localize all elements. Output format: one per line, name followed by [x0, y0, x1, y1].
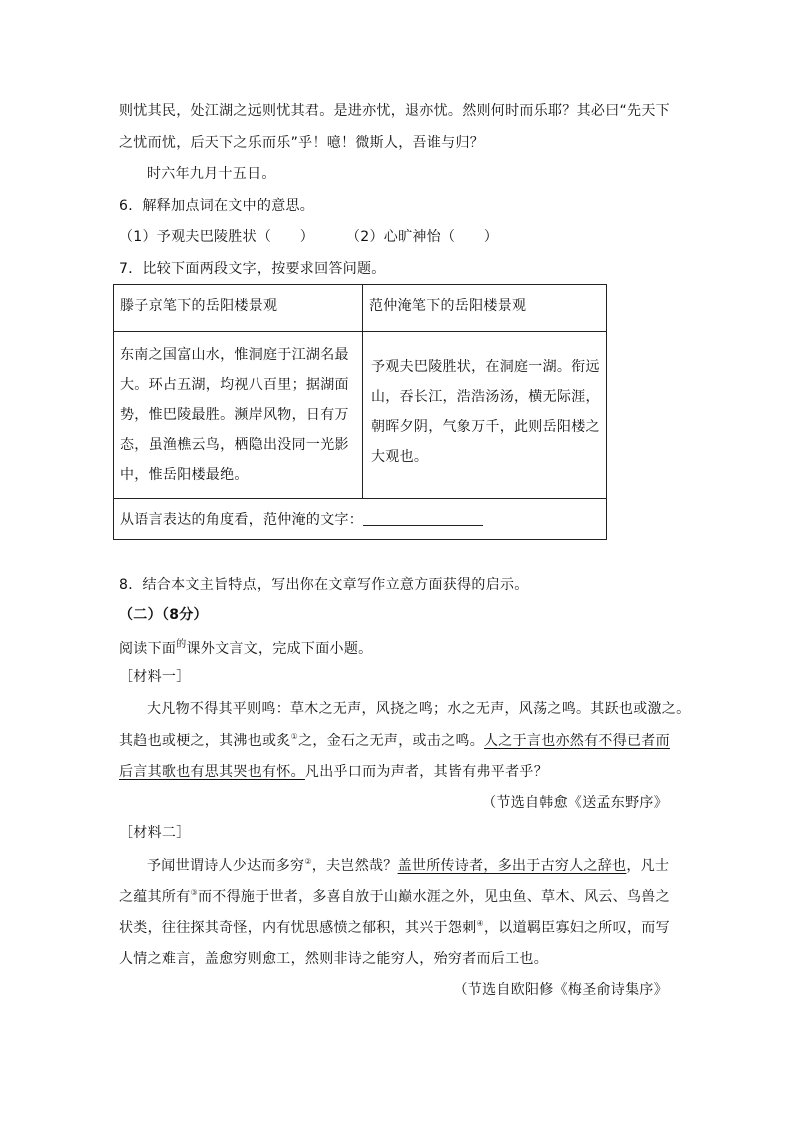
material-2-line-1 — [147, 856, 669, 876]
teng-line: 势，惟巴陵最胜。濒岸风物，日有万 — [120, 407, 349, 423]
m2-text: 予闻世谓诗人少达而多穷 — [147, 858, 305, 874]
question-8-title: 8．结合本文主旨特点，写出你在文章写作立意方面获得的启示。 — [119, 577, 529, 593]
material-1-source: （节选自韩愈《送孟东野序》 — [482, 795, 668, 811]
m2-text: 而不得施于世者，多喜自放于山巅水涯之外，见虫鱼、草木、风云、鸟兽之 — [197, 889, 670, 905]
material-1-line-1: 大凡物不得其平则鸣：草木之无声，风挠之鸣；水之无声，风荡之鸣。其跃也或激之。 — [147, 701, 691, 717]
m1-text: 其趋也或梗之，其沸也或炙 — [119, 733, 291, 749]
footnote-marker: ④ — [476, 919, 484, 928]
passage-line-2: 之忧而忧，后天下之乐而乐”乎！噫！微斯人，吾谁与归？ — [119, 135, 485, 151]
table-footer — [114, 499, 607, 540]
intro-text-a: 阅读下面 — [119, 641, 177, 657]
material-1-line-2 — [119, 731, 670, 751]
fan-line: 予观夫巴陵胜状，在洞庭一湖。衔远 — [371, 359, 600, 375]
m1-underlined-sentence: 人之于言也亦然有不得已者而 — [484, 733, 670, 749]
table-cell-teng-zijing — [114, 332, 363, 499]
material-2-line-3 — [119, 918, 670, 938]
teng-line: 态，虽渔樵云鸟，栖隐出没同一光影 — [120, 437, 349, 453]
table-header-right: 范仲淹笔下的岳阳楼景观 — [363, 285, 607, 332]
question-7-title: 7．比较下面两段文字，按要求回答问题。 — [119, 261, 386, 277]
table-header-left: 滕子京笔下的岳阳楼景观 — [114, 285, 363, 332]
m1-text: 凡出乎口而为声者，其皆有弗平者乎？ — [304, 764, 549, 780]
footnote-marker: ① — [290, 732, 299, 741]
m1-underlined-sentence: 后言其歌也有思其哭也有怀。 — [119, 764, 305, 780]
answer-blank[interactable] — [363, 511, 483, 526]
fan-line: 大观也。 — [371, 449, 429, 465]
question-6-title: 6．解释加点词在文中的意思。 — [119, 198, 315, 214]
material-2-line-2 — [119, 887, 670, 907]
footnote-marker: ③ — [190, 888, 198, 897]
teng-line: 东南之国富山水，惟洞庭于江湖名最 — [120, 347, 349, 363]
material-2-label: ［材料二］ — [119, 825, 191, 841]
fan-line: 山，吞长江，浩浩汤汤，横无际涯， — [371, 389, 600, 405]
m2-text: 状类，往往探其奇怪，内有忧思感愤之郁积，其兴于怨刺 — [119, 920, 477, 936]
question-6-item-1: （1）予观夫巴陵胜状（ ） — [119, 229, 315, 245]
teng-line: 中，惟岳阳楼最绝。 — [120, 467, 249, 483]
material-2-line-4: 人情之难言，盖愈穷则愈工，然则非诗之能穷人，殆穷者而后工也。 — [119, 951, 548, 967]
footnote-marker: ② — [304, 857, 312, 866]
fan-line: 朝晖夕阴，气象万千，此则岳阳楼之 — [371, 419, 600, 435]
section-2-heading: （二）（8分） — [119, 607, 208, 623]
material-1-line-3 — [119, 762, 548, 782]
passage-date: 时六年九月十五日。 — [147, 166, 276, 182]
intro-text-b: 课外文言文，完成下面小题。 — [186, 641, 373, 657]
question-6-item-2: （2）心旷神怡（ ） — [346, 229, 499, 245]
m2-text: 之蕴其所有 — [119, 889, 191, 905]
intro-text-de: 的 — [176, 639, 187, 650]
table-footer-prompt: 从语言表达的角度看，范仲淹的文字： — [120, 512, 364, 528]
comparison-table — [113, 284, 607, 540]
passage-line-1: 则忧其民，处江湖之远则忧其君。是进亦忧，退亦忧。然则何时而乐耶？其必曰“先天下 — [119, 103, 670, 119]
section-2-intro — [119, 639, 372, 661]
material-1-label: ［材料一］ — [119, 669, 191, 685]
m2-text: ，夫岂然哉？ — [311, 858, 398, 874]
m2-text: ，凡士 — [626, 858, 670, 874]
teng-line: 大。环占五湖，均视八百里；据湖面 — [120, 377, 349, 393]
table-cell-fan-zhongyan — [363, 332, 607, 499]
m2-underlined-sentence: 盖世所传诗者，多出于古穷人之辞也 — [397, 858, 627, 874]
m1-text: 之，金石之无声，或击之鸣。 — [298, 733, 484, 749]
m2-text: ，以道羁臣寡妇之所叹，而写 — [483, 920, 670, 936]
material-2-source: （节选自欧阳修《梅圣俞诗集序》 — [453, 982, 668, 998]
